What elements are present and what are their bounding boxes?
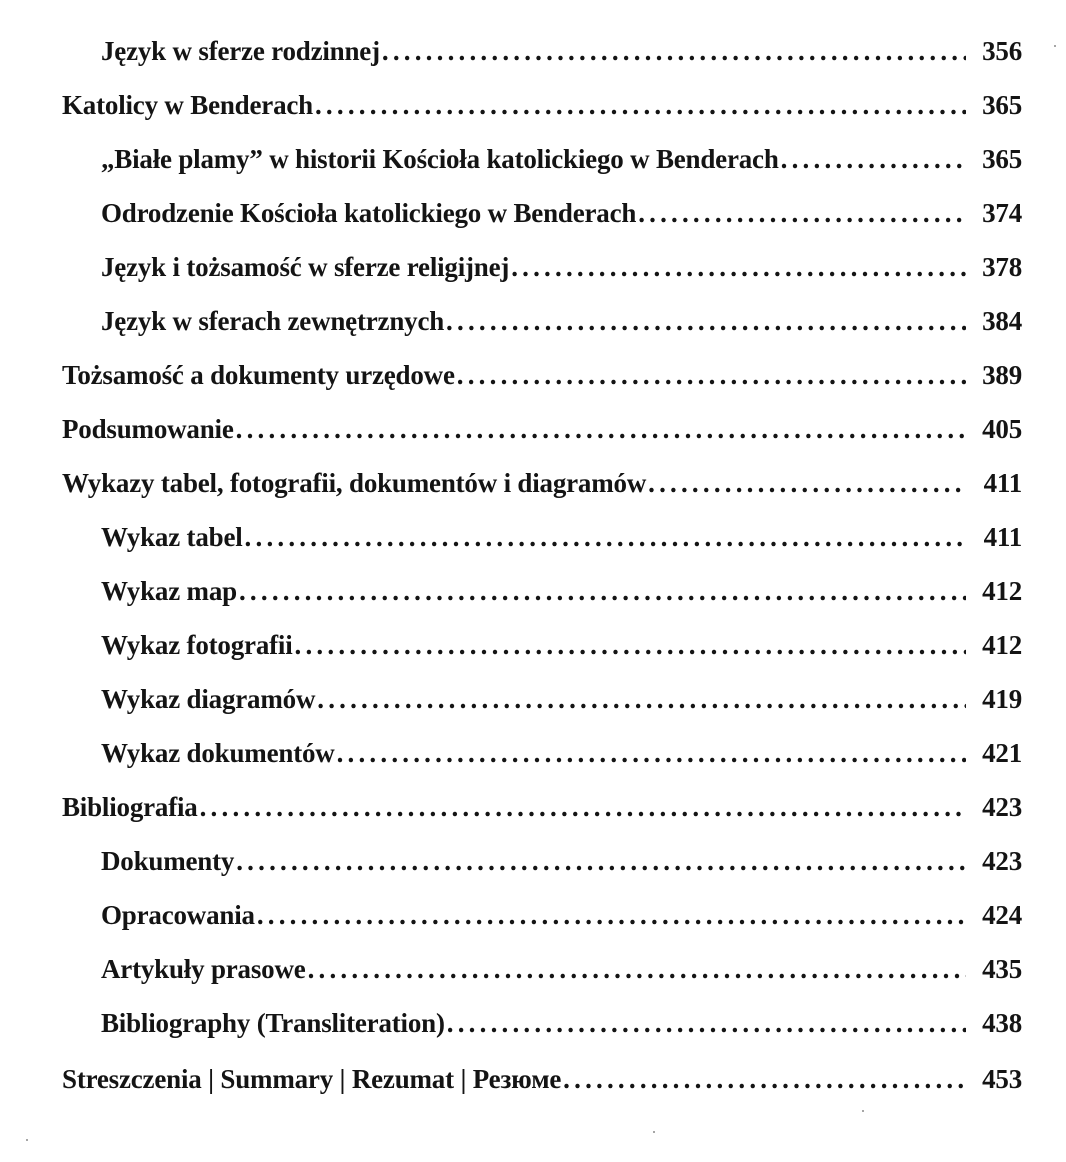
toc-entry-title: Tożsamość a dokumenty urzędowe [62,360,455,390]
toc-entry-page: 384 [982,306,1022,336]
toc-entry-title: Katolicy w Benderach [62,90,313,120]
toc-entry [62,792,1022,846]
toc-entry [62,630,1022,684]
toc-entry-page: 423 [982,846,1022,876]
scan-speck [1054,45,1056,47]
toc-entry-title: Wykaz diagramów [101,684,316,714]
toc-entry [62,90,1022,144]
toc-entry-page: 411 [983,468,1022,498]
dot-leader [563,1064,966,1095]
dot-leader [781,144,966,175]
toc-entry-title: „Białe plamy” w historii Kościoła katolickiego w Benderach [101,144,779,174]
dot-leader [200,792,966,823]
toc-entry-page: 419 [982,684,1022,714]
toc-entry [62,1008,1022,1062]
toc-entry-title: Wykaz map [101,576,237,606]
dot-leader [236,846,966,877]
scan-speck [862,1110,864,1112]
toc-entry-page: 453 [982,1064,1022,1094]
dot-leader [447,1008,966,1039]
toc-entry [62,306,1022,360]
dot-leader [295,630,966,661]
toc-entry-page: 378 [982,252,1022,282]
toc-entry-page: 438 [982,1008,1022,1038]
table-of-contents [62,36,1022,1120]
toc-entry-title: Podsumowanie [62,414,234,444]
toc-entry-page: 389 [982,360,1022,390]
toc-entry-title: Bibliografia [62,792,198,822]
dot-leader [638,198,966,229]
toc-entry-title: Streszczenia | Summary | Rezumat | Резюме [62,1064,562,1094]
toc-entry [62,576,1022,630]
scan-speck [653,1131,655,1133]
toc-entry [62,1064,1022,1120]
toc-entry-page: 435 [982,954,1022,984]
scan-speck [26,1139,28,1141]
toc-entry [62,144,1022,198]
toc-entry-title: Język w sferze rodzinnej [101,36,380,66]
dot-leader [511,252,966,283]
toc-entry-title: Dokumenty [101,846,235,876]
toc-entry-page: 356 [982,36,1022,66]
dot-leader [239,576,966,607]
toc-entry-title: Wykaz dokumentów [101,738,335,768]
toc-entry-page: 424 [982,900,1022,930]
toc-entry [62,252,1022,306]
toc-entry-page: 421 [982,738,1022,768]
toc-entry-title: Artykuły prasowe [101,954,306,984]
dot-leader [317,684,966,715]
dot-leader [446,306,966,337]
toc-entry [62,522,1022,576]
toc-entry [62,36,1022,90]
toc-entry-title: Język w sferach zewnętrznych [101,306,445,336]
toc-entry [62,738,1022,792]
dot-leader [245,522,966,553]
dot-leader [315,90,966,121]
toc-entry-page: 412 [982,630,1022,660]
toc-entry-page: 365 [982,90,1022,120]
toc-entry-page: 423 [982,792,1022,822]
dot-leader [457,360,966,391]
toc-entry [62,198,1022,252]
toc-entry [62,900,1022,954]
toc-entry [62,846,1022,900]
toc-entry [62,414,1022,468]
toc-entry-title: Wykazy tabel, fotografii, dokumentów i diagramów [62,468,647,498]
dot-leader [337,738,966,769]
toc-entry-title: Opracowania [101,900,255,930]
toc-entry-page: 365 [982,144,1022,174]
toc-entry-page: 405 [982,414,1022,444]
dot-leader [257,900,966,931]
toc-entry [62,684,1022,738]
toc-entry-title: Wykaz tabel [101,522,243,552]
toc-entry [62,468,1022,522]
toc-entry-title: Odrodzenie Kościoła katolickiego w Benderach [101,198,637,228]
dot-leader [236,414,966,445]
toc-entry-page: 374 [982,198,1022,228]
toc-entry-page: 412 [982,576,1022,606]
toc-entry [62,954,1022,1008]
dot-leader [308,954,966,985]
toc-entry-title: Język i tożsamość w sferze religijnej [101,252,510,282]
dot-leader [382,36,966,67]
toc-entry-title: Wykaz fotografii [101,630,293,660]
dot-leader [648,468,966,499]
toc-entry [62,360,1022,414]
toc-entry-page: 411 [983,522,1022,552]
toc-entry-title: Bibliography (Transliteration) [101,1008,445,1038]
